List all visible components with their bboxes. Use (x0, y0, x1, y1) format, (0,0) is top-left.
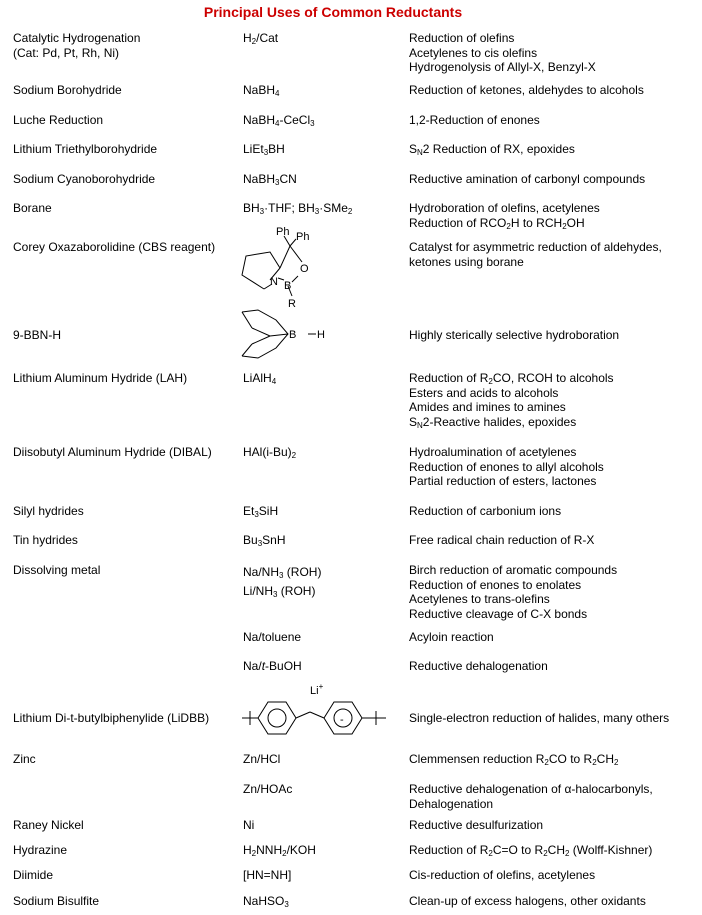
reductant-uses: $S_N2$ Reduction of RX, epoxides (409, 142, 575, 157)
reagent-formula: Zn/HCl (243, 752, 281, 766)
reductant-name: Zinc (13, 752, 36, 766)
reductant-uses: Hydroalumination of acetylenes Reduction of enones to allyl alcohols Partial reduction of esters, lactones (409, 445, 604, 489)
reagent-formula: $Bu_3SnH$ (243, 533, 286, 548)
reductant-uses: Acyloin reaction (409, 630, 494, 644)
nitrogen-label: N (270, 276, 278, 288)
page-title: Principal Uses of Common Reductants (203, 4, 463, 20)
reductant-uses: Free radical chain reduction of R-X (409, 533, 595, 547)
boron-label: B (284, 280, 292, 292)
reductant-name: Sodium Bisulfite (13, 894, 100, 908)
reagent-formula: $Na/NH_3$ (ROH) $Li/NH_3$ (ROH) (243, 565, 322, 599)
reductant-uses: Reduction of $R_2C=O$ to $R_2CH_2$ (Wolff-Kishner) (409, 843, 653, 858)
reagent-formula: NaBH$_4$ (243, 83, 280, 98)
reductant-name: Hydrazine (13, 843, 68, 857)
reductant-uses: Catalyst for asymmetric reduction of aldehydes, ketones using borane (409, 240, 662, 269)
reagent-formula: NaHSO$_3$ (243, 894, 289, 909)
reductant-name: Sodium Borohydride (13, 83, 122, 97)
reductant-uses: Hydroboration of olefins, acetylenes Reduction of $RCO_2H$ to $RCH_2OH$ (409, 201, 600, 231)
reductant-name: Dissolving metal (13, 563, 101, 577)
reductant-uses: Clemmensen reduction $R_2CO$ to $R_2CH_2$ (409, 752, 619, 767)
reagent-formula: [HN=NH] (243, 868, 292, 882)
phenyl-label: Ph (296, 231, 310, 243)
boron-label: B (289, 329, 297, 341)
reductant-name: Lithium Di-t-butylbiphenylide (LiDBB) (13, 711, 210, 725)
reductant-uses: Reductive dehalogenation (409, 659, 548, 673)
reductant-name: Borane (13, 201, 52, 215)
reductant-uses: 1,2-Reduction of enones (409, 113, 540, 127)
reductant-name: Lithium Triethylborohydride (13, 142, 158, 156)
anion-charge-label: - (340, 714, 344, 726)
reagent-formula: LiEt$_3$BH (243, 142, 285, 157)
reductant-name: Diimide (13, 868, 54, 882)
reductant-name: 9-BBN-H (13, 328, 62, 342)
reductant-uses: Reductive dehalogenation of α-halocarbonyls, Dehalogenation (409, 782, 653, 811)
lidbb-structure (240, 682, 390, 738)
reductant-uses: Reduction of $R_2CO$, RCOH to alcohols Esters and acids to alcohols Amides and imines to amines $S_N2$-Reactive halides, epoxides (409, 371, 614, 430)
reagent-formula: $HAl(i-Bu)_2$ (243, 445, 297, 460)
hydrogen-label: H (317, 329, 325, 341)
reductant-name: Silyl hydrides (13, 504, 84, 518)
reagent-formula: Na/t-BuOH (243, 659, 302, 673)
reductant-name: Lithium Aluminum Hydride (LAH) (13, 371, 188, 385)
reagent-formula: NaBH$_3$CN (243, 172, 297, 187)
reductant-name: Corey Oxazaborolidine (CBS reagent) (13, 240, 216, 254)
r-group-label: R (288, 298, 296, 310)
reductant-name: Sodium Cyanoborohydride (13, 172, 156, 186)
phenyl-label: Ph (276, 226, 290, 238)
reductant-uses: Birch reduction of aromatic compounds Reduction of enones to enolates Acetylenes to trans-olefins Reductive cleavage of C-X bonds (409, 563, 618, 621)
reagent-formula: $H_2$/Cat (243, 31, 279, 46)
reductant-name: Luche Reduction (13, 113, 104, 127)
reagent-formula: Zn/HOAc (243, 782, 293, 796)
reductant-name: Catalytic Hydrogenation (Cat: Pd, Pt, Rh, Ni) (13, 31, 141, 60)
reagent-formula: $Et_3SiH$ (243, 504, 279, 519)
cbs-oxazaborolidine-structure (228, 218, 338, 310)
reagent-formula: Ni (243, 818, 255, 832)
reagent-formula: $H_2NNH_2$/KOH (243, 843, 316, 858)
reductant-uses: Reduction of ketones, aldehydes to alcohols (409, 83, 644, 97)
reductant-name: Raney Nickel (13, 818, 84, 832)
reductant-uses: Reductive desulfurization (409, 818, 544, 832)
reagent-formula: Na/toluene (243, 630, 302, 644)
oxygen-label: O (300, 263, 309, 275)
reductant-name: Tin hydrides (13, 533, 78, 547)
reductant-name: Diisobutyl Aluminum Hydride (DIBAL) (13, 445, 212, 459)
reductant-uses: Reduction of carbonium ions (409, 504, 562, 518)
reductant-uses: Reduction of olefins Acetylenes to cis olefins Hydrogenolysis of Allyl-X, Benzyl-X (409, 31, 596, 75)
lithium-cation-label: Li+ (310, 682, 324, 697)
reagent-formula: $BH_3\cdot THF$; $BH_3\cdot SMe_2$ (243, 201, 353, 216)
reductant-uses: Single-electron reduction of halides, many others (409, 711, 670, 725)
reductant-uses: Reductive amination of carbonyl compounds (409, 172, 646, 186)
reductant-uses: Highly sterically selective hydroboration (409, 328, 620, 342)
9-bbn-structure (236, 308, 336, 364)
reagent-formula: LiAlH$_4$ (243, 371, 277, 386)
reductant-uses: Cis-reduction of olefins, acetylenes (409, 868, 596, 882)
reductant-uses: Clean-up of excess halogens, other oxidants (409, 894, 646, 908)
reagent-formula: NaBH$_4$-CeCl$_3$ (243, 113, 315, 128)
